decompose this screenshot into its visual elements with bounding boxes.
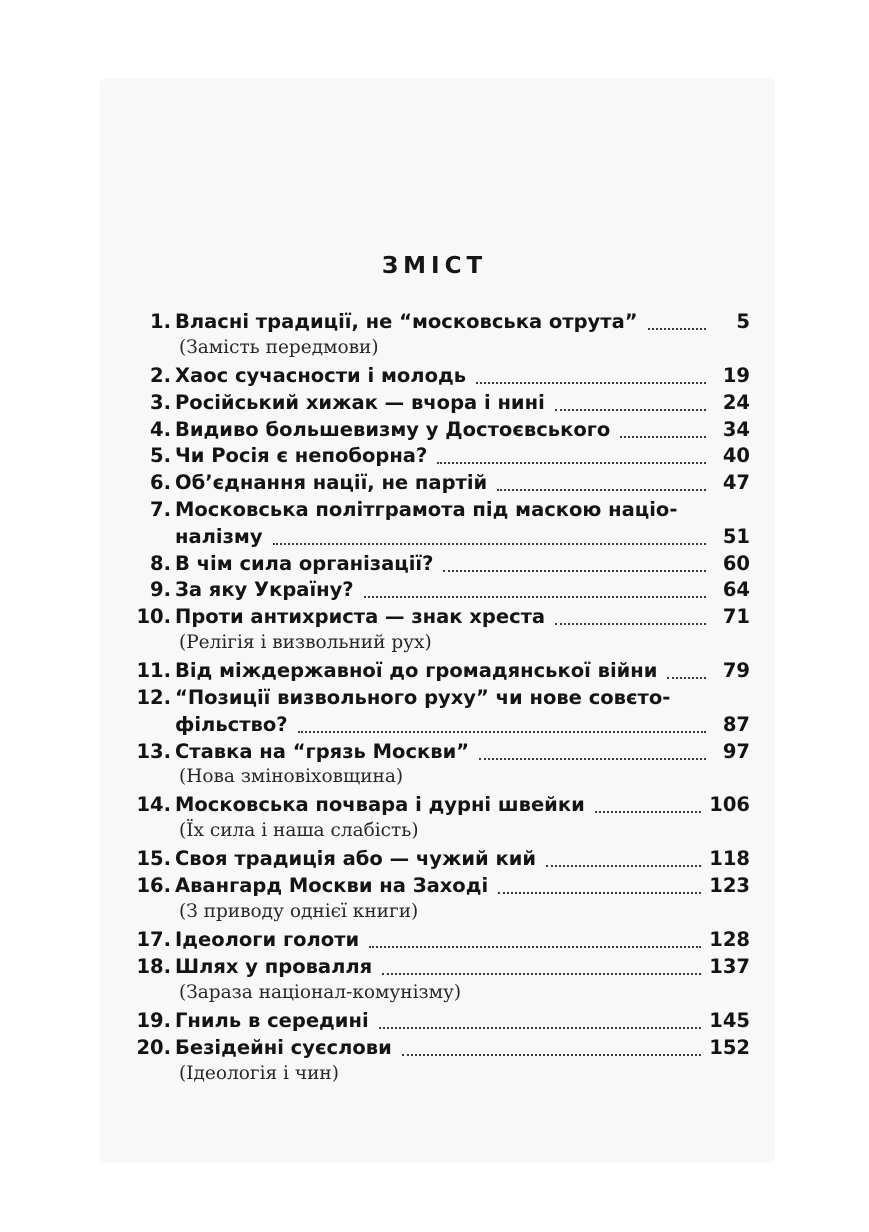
toc-line	[136, 847, 750, 874]
dot-leader	[476, 382, 706, 384]
dot-leader	[369, 946, 701, 948]
dot-leader	[497, 489, 706, 491]
toc-line	[136, 605, 750, 632]
entry-number: 14.	[136, 793, 171, 816]
dot-leader	[620, 436, 706, 438]
page-number: 51	[722, 525, 750, 548]
entry-number: 11.	[136, 659, 171, 682]
page-number: 128	[709, 928, 750, 951]
dot-leader	[667, 677, 706, 679]
entry-number: 19.	[136, 1009, 171, 1032]
entry-title: Московська почвара і дурні швейки	[175, 793, 585, 816]
page-number: 24	[722, 391, 750, 414]
entry-number: 1.	[150, 310, 171, 333]
page-number: 60	[722, 552, 750, 575]
toc-line	[136, 793, 750, 820]
toc-line	[150, 578, 750, 605]
entry-title: Хаос сучасности і молодь	[175, 364, 467, 387]
entry-title: Російський хижак — вчора і нині	[175, 391, 545, 414]
page-number: 79	[722, 659, 750, 682]
page-number: 87	[722, 713, 750, 736]
entry-title: Своя традиція або — чужий кий	[175, 847, 537, 870]
entry-subtitle: (Замість передмови)	[179, 337, 379, 358]
entry-title: Проти антихриста — знак хреста	[175, 605, 546, 628]
entry-number: 7.	[150, 498, 171, 521]
page-number: 47	[722, 471, 750, 494]
entry-number: 4.	[150, 418, 171, 441]
entry-title: За яку Україну?	[175, 578, 354, 601]
entry-number: 17.	[136, 928, 171, 951]
entry-title: В чім сила організації?	[175, 552, 434, 575]
toc-line	[150, 471, 750, 498]
toc-line	[150, 310, 750, 337]
page-number: 97	[722, 740, 750, 763]
entry-number: 20.	[136, 1036, 171, 1059]
entry-number: 8.	[150, 552, 171, 575]
toc-line	[150, 364, 750, 391]
dot-leader	[555, 409, 706, 411]
dot-leader	[546, 865, 701, 867]
entry-number: 9.	[150, 578, 171, 601]
dot-leader	[479, 758, 706, 760]
entry-number: 10.	[136, 605, 171, 628]
toc-line	[150, 498, 750, 525]
page-number: 137	[709, 955, 750, 978]
toc-line	[150, 444, 750, 471]
page-number: 152	[709, 1036, 750, 1059]
toc-line	[175, 525, 750, 552]
page-number: 34	[722, 418, 750, 441]
entry-title: Об’єднання нації, не партій	[175, 471, 488, 494]
toc-line	[175, 713, 750, 740]
page-number: 5	[736, 310, 750, 333]
dot-leader	[364, 596, 706, 598]
page-number: 118	[709, 847, 750, 870]
entry-number: 3.	[150, 391, 171, 414]
entry-subtitle: (Нова зміновіховщина)	[179, 766, 404, 787]
entry-subtitle: (З приводу однієї книги)	[179, 901, 419, 922]
toc-line	[136, 1009, 750, 1036]
page-number: 123	[709, 874, 750, 897]
toc-line	[136, 955, 750, 982]
entry-number: 2.	[150, 364, 171, 387]
entry-title: Авангард Москви на Заході	[175, 874, 489, 897]
entry-number: 5.	[150, 444, 171, 467]
page-number: 19	[722, 364, 750, 387]
dot-leader	[379, 1027, 702, 1029]
dot-leader	[555, 623, 706, 625]
dot-leader	[595, 811, 702, 813]
entry-title: налізму	[175, 525, 263, 548]
entry-subtitle: (Релігія і визвольний рух)	[179, 632, 432, 653]
entry-subtitle: (Їх сила і наша слабість)	[179, 820, 419, 841]
dot-leader	[402, 1054, 702, 1056]
entry-title: Ставка на “грязь Москви”	[175, 740, 470, 763]
toc-line	[150, 552, 750, 579]
dot-leader	[273, 543, 706, 545]
entry-number: 18.	[136, 955, 171, 978]
dot-leader	[382, 973, 701, 975]
entry-number: 6.	[150, 471, 171, 494]
entry-number: 15.	[136, 847, 171, 870]
toc-line	[136, 1036, 750, 1063]
toc-line	[150, 418, 750, 445]
entry-title: Ідеологи голоти	[175, 928, 360, 951]
toc-line	[150, 391, 750, 418]
entry-number: 12.	[136, 686, 171, 709]
entry-subtitle: (Ідеологія і чин)	[179, 1063, 339, 1084]
page-number: 40	[722, 444, 750, 467]
toc-line	[136, 874, 750, 901]
entry-subtitle: (Зараза націонал-комунізму)	[179, 982, 462, 1003]
entry-title: Видиво большевизму у Достоєвського	[175, 418, 611, 441]
dot-leader	[437, 462, 706, 464]
entry-title: Чи Росія є непоборна?	[175, 444, 428, 467]
entry-title: Власні традиції, не “московська отрута”	[175, 310, 638, 333]
entry-title: фільство?	[175, 713, 288, 736]
entry-title: Московська політграмота під маскою націо-	[175, 498, 678, 521]
page-number: 145	[709, 1009, 750, 1032]
toc-line	[136, 659, 750, 686]
entry-number: 13.	[136, 740, 171, 763]
dot-leader	[443, 570, 706, 572]
entry-title: “Позиції визвольного руху” чи нове совєто-	[175, 686, 671, 709]
page-number: 71	[722, 605, 750, 628]
toc-line	[136, 686, 750, 713]
entry-number: 16.	[136, 874, 171, 897]
page-title: ЗМІСТ	[381, 253, 488, 279]
entry-title: Від міждержавної до громадянської війни	[175, 659, 658, 682]
toc-line	[136, 740, 750, 767]
dot-leader	[298, 731, 706, 733]
entry-title: Безідейні суєслови	[175, 1036, 392, 1059]
dot-leader	[498, 892, 701, 894]
entry-title: Шлях у провалля	[175, 955, 373, 978]
toc-line	[136, 928, 750, 955]
entry-title: Гниль в середині	[175, 1009, 369, 1032]
page-number: 106	[709, 793, 750, 816]
dot-leader	[648, 328, 706, 330]
page-number: 64	[722, 578, 750, 601]
